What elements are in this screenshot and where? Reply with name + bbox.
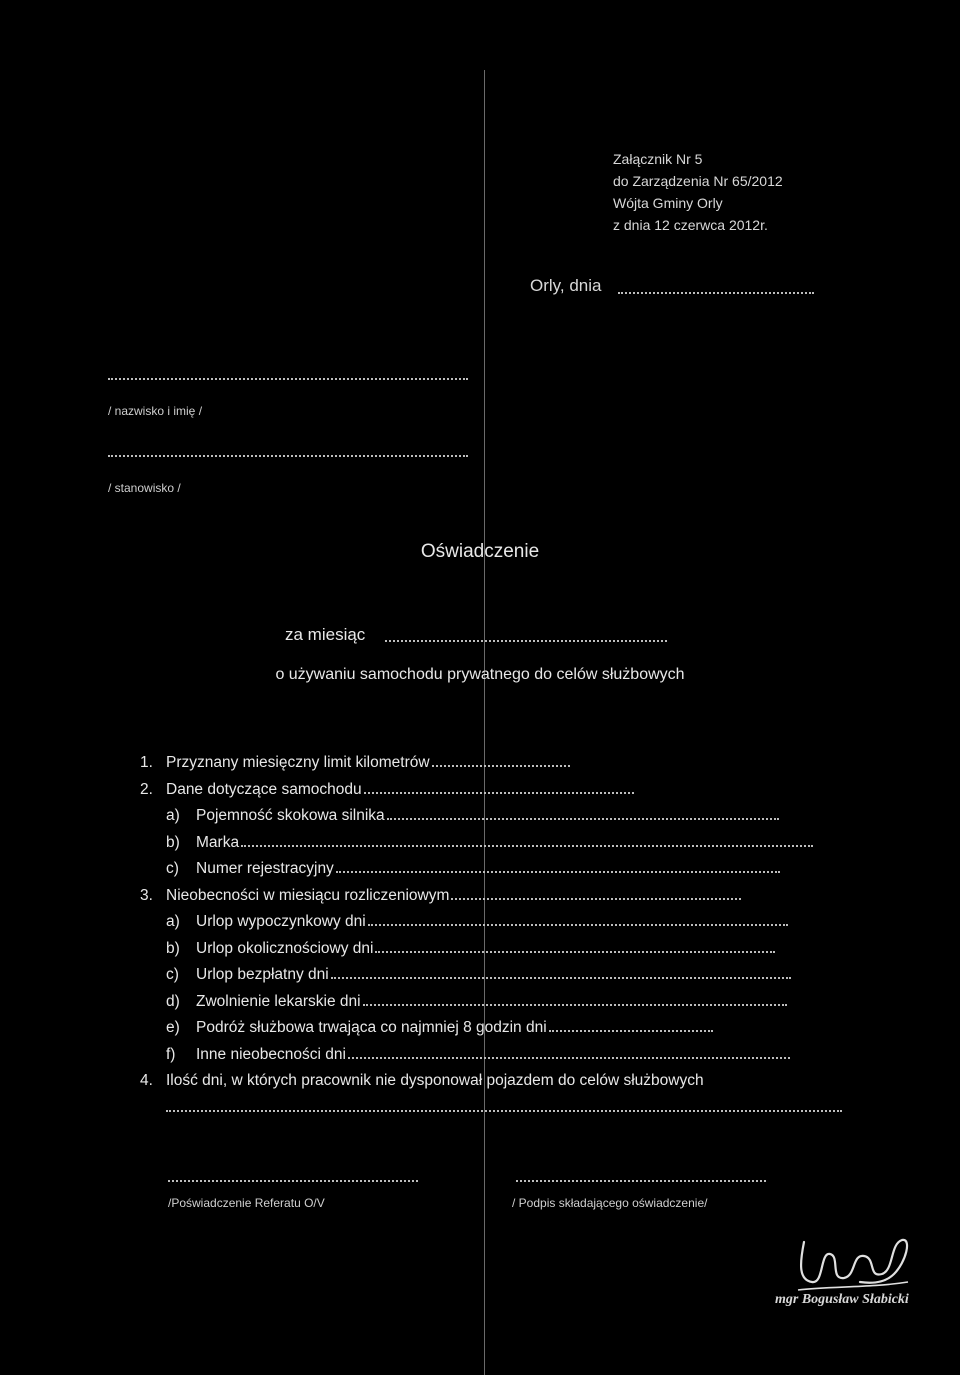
list-item xyxy=(140,1042,842,1069)
signer-name: mgr Bogusław Słabicki xyxy=(775,1292,909,1307)
item-letter: a) xyxy=(166,913,180,930)
item-label: Urlop okolicznościowy dni xyxy=(196,939,374,957)
list-item xyxy=(140,1095,842,1122)
list-item xyxy=(140,909,842,936)
item-number: 2. xyxy=(140,780,153,798)
month-field xyxy=(285,625,365,645)
item-fill-line[interactable] xyxy=(451,886,741,900)
attachment-header xyxy=(613,148,783,236)
item-number: 3. xyxy=(140,886,153,904)
item-label: Urlop bezpłatny dni xyxy=(196,966,329,983)
item-fill-line[interactable] xyxy=(432,753,570,767)
item-fill-line[interactable] xyxy=(348,1045,790,1059)
item-number: 1. xyxy=(140,754,153,771)
item-fill-line[interactable] xyxy=(387,806,779,820)
item-number: 4. xyxy=(140,1072,153,1089)
name-fill-line[interactable] xyxy=(108,378,468,380)
item-label: Urlop wypoczynkowy dni xyxy=(196,913,366,930)
item-label: Podróż służbowa trwająca co najmniej 8 godzin dni xyxy=(196,1019,547,1036)
item-letter: b) xyxy=(166,939,180,957)
item-label: Marka xyxy=(196,833,240,851)
item-fill-line[interactable] xyxy=(241,833,813,847)
page-title: Oświadczenie xyxy=(420,541,540,562)
item-letter: a) xyxy=(166,807,180,824)
item-fill-line[interactable] xyxy=(375,939,775,953)
item-fill-line[interactable] xyxy=(336,859,780,873)
month-fill-line[interactable] xyxy=(385,640,667,642)
list-item xyxy=(140,883,842,910)
attachment-line: do Zarządzenia Nr 65/2012 xyxy=(613,173,783,189)
verification-fill-line[interactable] xyxy=(168,1180,418,1182)
item-label: Pojemność skokowa silnika xyxy=(196,807,385,824)
statement-items xyxy=(140,750,842,1121)
signature-fill-line[interactable] xyxy=(516,1180,766,1182)
item-letter: d) xyxy=(166,992,180,1010)
item-label: Zwolnienie lekarskie dni xyxy=(196,992,361,1010)
position-fill-line[interactable] xyxy=(108,455,468,457)
item-letter: f) xyxy=(166,1045,176,1063)
item-fill-line[interactable] xyxy=(363,992,787,1006)
item-fill-line[interactable] xyxy=(549,1018,713,1032)
item-fill-line[interactable] xyxy=(331,965,791,979)
item-label: Przyznany miesięczny limit kilometrów xyxy=(166,754,430,771)
month-label: za miesiąc xyxy=(285,625,366,644)
list-item xyxy=(140,1015,842,1042)
page-subtitle: o używaniu samochodu prywatnego do celów służbowych xyxy=(275,666,685,683)
item-label: Numer rejestracyjny xyxy=(196,860,334,877)
attachment-line: Załącznik Nr 5 xyxy=(613,151,703,167)
item-label: Ilość dni, w których pracownik nie dysponował pojazdem do celów służbowych xyxy=(166,1072,704,1089)
list-item xyxy=(140,936,842,963)
item-letter: c) xyxy=(166,860,179,877)
name-label: / nazwisko i imię / xyxy=(108,404,203,418)
item-fill-line[interactable] xyxy=(166,1098,842,1112)
fold-line xyxy=(484,70,485,1375)
list-item xyxy=(140,962,842,989)
list-item xyxy=(140,1068,842,1095)
position-label: / stanowisko / xyxy=(108,481,181,495)
list-item xyxy=(140,830,842,857)
item-letter: b) xyxy=(166,833,180,851)
signature-label: / Podpis składającego oświadczenie/ xyxy=(512,1196,708,1210)
list-item xyxy=(140,856,842,883)
place-date-label: Orly, dnia xyxy=(530,276,602,295)
verification-label: /Poświadczenie Referatu O/V xyxy=(168,1196,325,1210)
list-item xyxy=(140,803,842,830)
item-label: Nieobecności w miesiącu rozliczeniowym xyxy=(166,886,450,904)
item-label: Dane dotyczące samochodu xyxy=(166,780,362,798)
item-fill-line[interactable] xyxy=(368,912,788,926)
list-item xyxy=(140,777,842,804)
place-date xyxy=(530,276,602,296)
attachment-line: z dnia 12 czerwca 2012r. xyxy=(613,217,768,233)
item-letter: c) xyxy=(166,966,179,983)
item-fill-line[interactable] xyxy=(364,780,634,794)
item-label: Inne nieobecności dni xyxy=(196,1045,346,1063)
list-item xyxy=(140,750,842,777)
item-letter: e) xyxy=(166,1019,180,1036)
date-fill-line[interactable] xyxy=(618,292,814,294)
list-item xyxy=(140,989,842,1016)
attachment-line: Wójta Gminy Orly xyxy=(613,195,723,211)
